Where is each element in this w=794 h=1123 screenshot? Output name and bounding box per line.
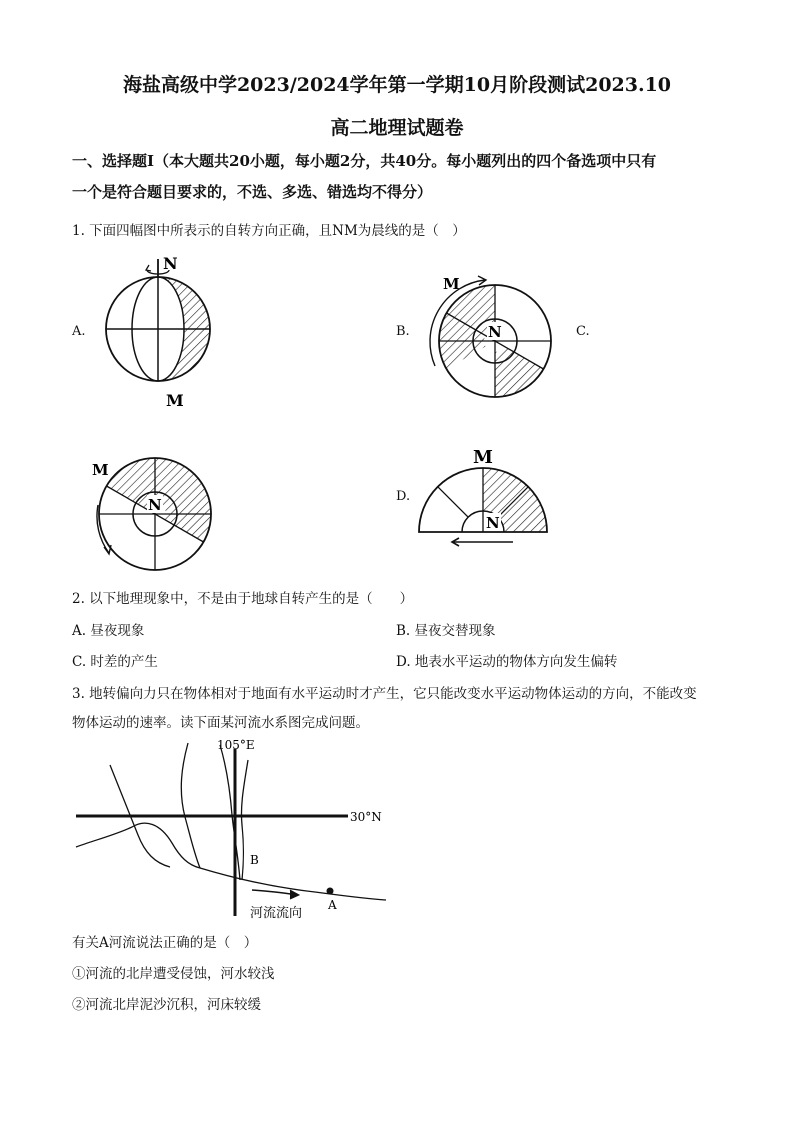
diagram-c-m-label: M xyxy=(92,461,109,479)
diagram-d-n-label: N xyxy=(486,514,500,532)
diagram-b-n-label: N xyxy=(488,323,502,341)
q2-option-a: A. 昼夜现象 xyxy=(72,623,145,639)
q1-diagram-c xyxy=(85,455,225,585)
diagram-d-m-label: M xyxy=(473,447,493,468)
q2-option-b: B. 昼夜交替现象 xyxy=(396,623,496,639)
q1-label-b: B. xyxy=(396,324,410,339)
diagram-a-m-label: M xyxy=(166,391,184,410)
longitude-label: 105°E xyxy=(217,738,255,752)
section-heading-line2: 一个是符合题目要求的，不选、多选、错选均不得分） xyxy=(72,183,433,201)
q1-label-d: D. xyxy=(396,489,411,504)
q1-label-c: C. xyxy=(576,324,590,339)
point-a-label: A xyxy=(328,898,337,912)
q1-stem: 1. 下面四幅图中所表示的自转方向正确，且NM为晨线的是（ ） xyxy=(72,223,466,239)
q3-statement-2: ②河流北岸泥沙沉积，河床较缓 xyxy=(72,997,261,1013)
flow-direction-label: 河流流向 xyxy=(250,906,303,921)
q3-stem-line2: 物体运动的速率。读下面某河流水系图完成问题。 xyxy=(72,715,369,731)
q1-diagram-a xyxy=(100,254,220,410)
q2-stem: 2. 以下地理现象中，不是由于地球自转产生的是（ ） xyxy=(72,591,414,607)
exam-subtitle: 高二地理试题卷 xyxy=(330,117,464,139)
q3-stem-line1: 3. 地转偏向力只在物体相对于地面有水平运动时才产生，它只能改变水平运动物体运动的方向，不能改变 xyxy=(72,686,697,702)
diagram-a-n-label: N xyxy=(163,254,178,273)
diagram-c-n-label: N xyxy=(148,496,162,514)
latitude-label: 30°N xyxy=(350,810,382,824)
q1-diagram-d xyxy=(415,443,575,553)
q3-statement-1: ①河流的北岸遭受侵蚀，河水较浅 xyxy=(72,966,275,982)
section-heading-line1: 一、选择题Ⅰ（本大题共20小题，每小题2分，共40分。每小题列出的四个备选项中只有 xyxy=(72,152,657,170)
q3-sub-question: 有关A河流说法正确的是（ ） xyxy=(72,935,258,951)
q2-option-d: D. 地表水平运动的物体方向发生偏转 xyxy=(396,654,618,670)
diagram-b-m-label: M xyxy=(443,275,460,293)
point-b-label: B xyxy=(250,853,259,867)
q1-label-a: A. xyxy=(72,324,86,339)
exam-title: 海盐高级中学2023/2024学年第一学期10月阶段测试2023.10 xyxy=(122,74,672,96)
q2-option-c: C. 时差的产生 xyxy=(72,654,158,670)
q1-diagram-b xyxy=(425,270,565,400)
river-map xyxy=(70,735,400,925)
